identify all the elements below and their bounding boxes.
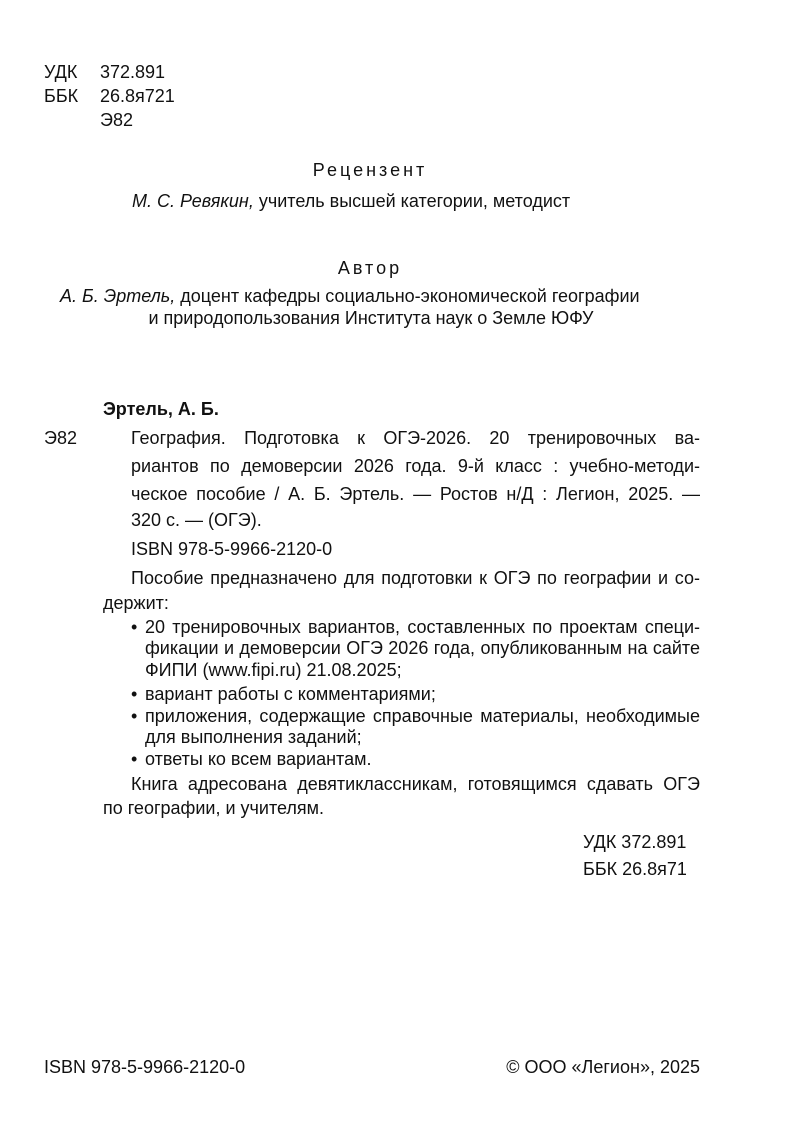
footer-copyright: © ООО «Легион», 2025 [506, 1057, 700, 1077]
bullet-icon: • [131, 749, 138, 769]
bibliography-line: 320 с. — (ОГЭ). [131, 510, 262, 530]
bibliography-line: ческое пособие / А. Б. Эртель. — Ростов н/Д : Легион, 2025. — [131, 484, 700, 504]
list-item: для выполнения заданий; [145, 727, 362, 747]
bbk-value: 26.8я721 [100, 86, 175, 106]
bullet-icon: • [131, 706, 138, 726]
bbk-label: ББК [44, 86, 79, 106]
author-name: А. Б. Эртель, [60, 286, 176, 306]
list-item: ответы ко всем вариантам. [145, 749, 372, 769]
bibliography-author: Эртель, А. Б. [103, 399, 219, 419]
footer-isbn: ISBN 978-5-9966-2120-0 [44, 1057, 246, 1077]
reviewer-name: М. С. Ревякин, [132, 191, 254, 211]
bullet-icon: • [131, 617, 138, 637]
bibliography-mark: Э82 [44, 428, 77, 448]
udk-label: УДК [44, 62, 78, 82]
author-line [60, 285, 640, 307]
udk-value: 372.891 [100, 62, 166, 82]
annotation-closing: Книга адресована девятиклассникам, готовящимся сдавать ОГЭ [131, 774, 700, 794]
reviewer-description: учитель высшей категории, методист [258, 191, 571, 211]
list-item: фикации и демоверсии ОГЭ 2026 года, опубликованным на сайте [145, 638, 700, 658]
author-description-2: и природопользования Института наук о Земле ЮФУ [148, 308, 594, 328]
list-item: ФИПИ (www.fipi.ru) 21.08.2025; [145, 660, 402, 680]
udk-bottom: УДК 372.891 [583, 832, 687, 852]
author-mark: Э82 [100, 110, 133, 130]
list-item: приложения, содержащие справочные материалы, необходимые [145, 706, 700, 726]
bibliography-line: География. Подготовка к ОГЭ-2026. 20 тренировочных ва- [131, 428, 700, 448]
reviewer-line [132, 190, 570, 212]
annotation-intro: Пособие предназначено для подготовки к ОГЭ по географии и со- [131, 568, 700, 588]
bullet-icon: • [131, 684, 138, 704]
list-item: вариант работы с комментариями; [145, 684, 436, 704]
bbk-bottom: ББК 26.8я71 [583, 859, 687, 879]
annotation-closing-2: по географии, и учителям. [103, 798, 325, 818]
author-heading: Автор [337, 258, 403, 278]
annotation-intro-2: держит: [103, 593, 169, 613]
author-description: доцент кафедры социально-экономической географии [180, 286, 640, 306]
bibliography-line: риантов по демоверсии 2026 года. 9-й класс : учебно-методи- [131, 456, 700, 476]
list-item: 20 тренировочных вариантов, составленных по проектам специ- [145, 617, 700, 637]
bibliography-isbn: ISBN 978-5-9966-2120-0 [131, 539, 333, 559]
reviewer-heading: Рецензент [312, 160, 428, 180]
